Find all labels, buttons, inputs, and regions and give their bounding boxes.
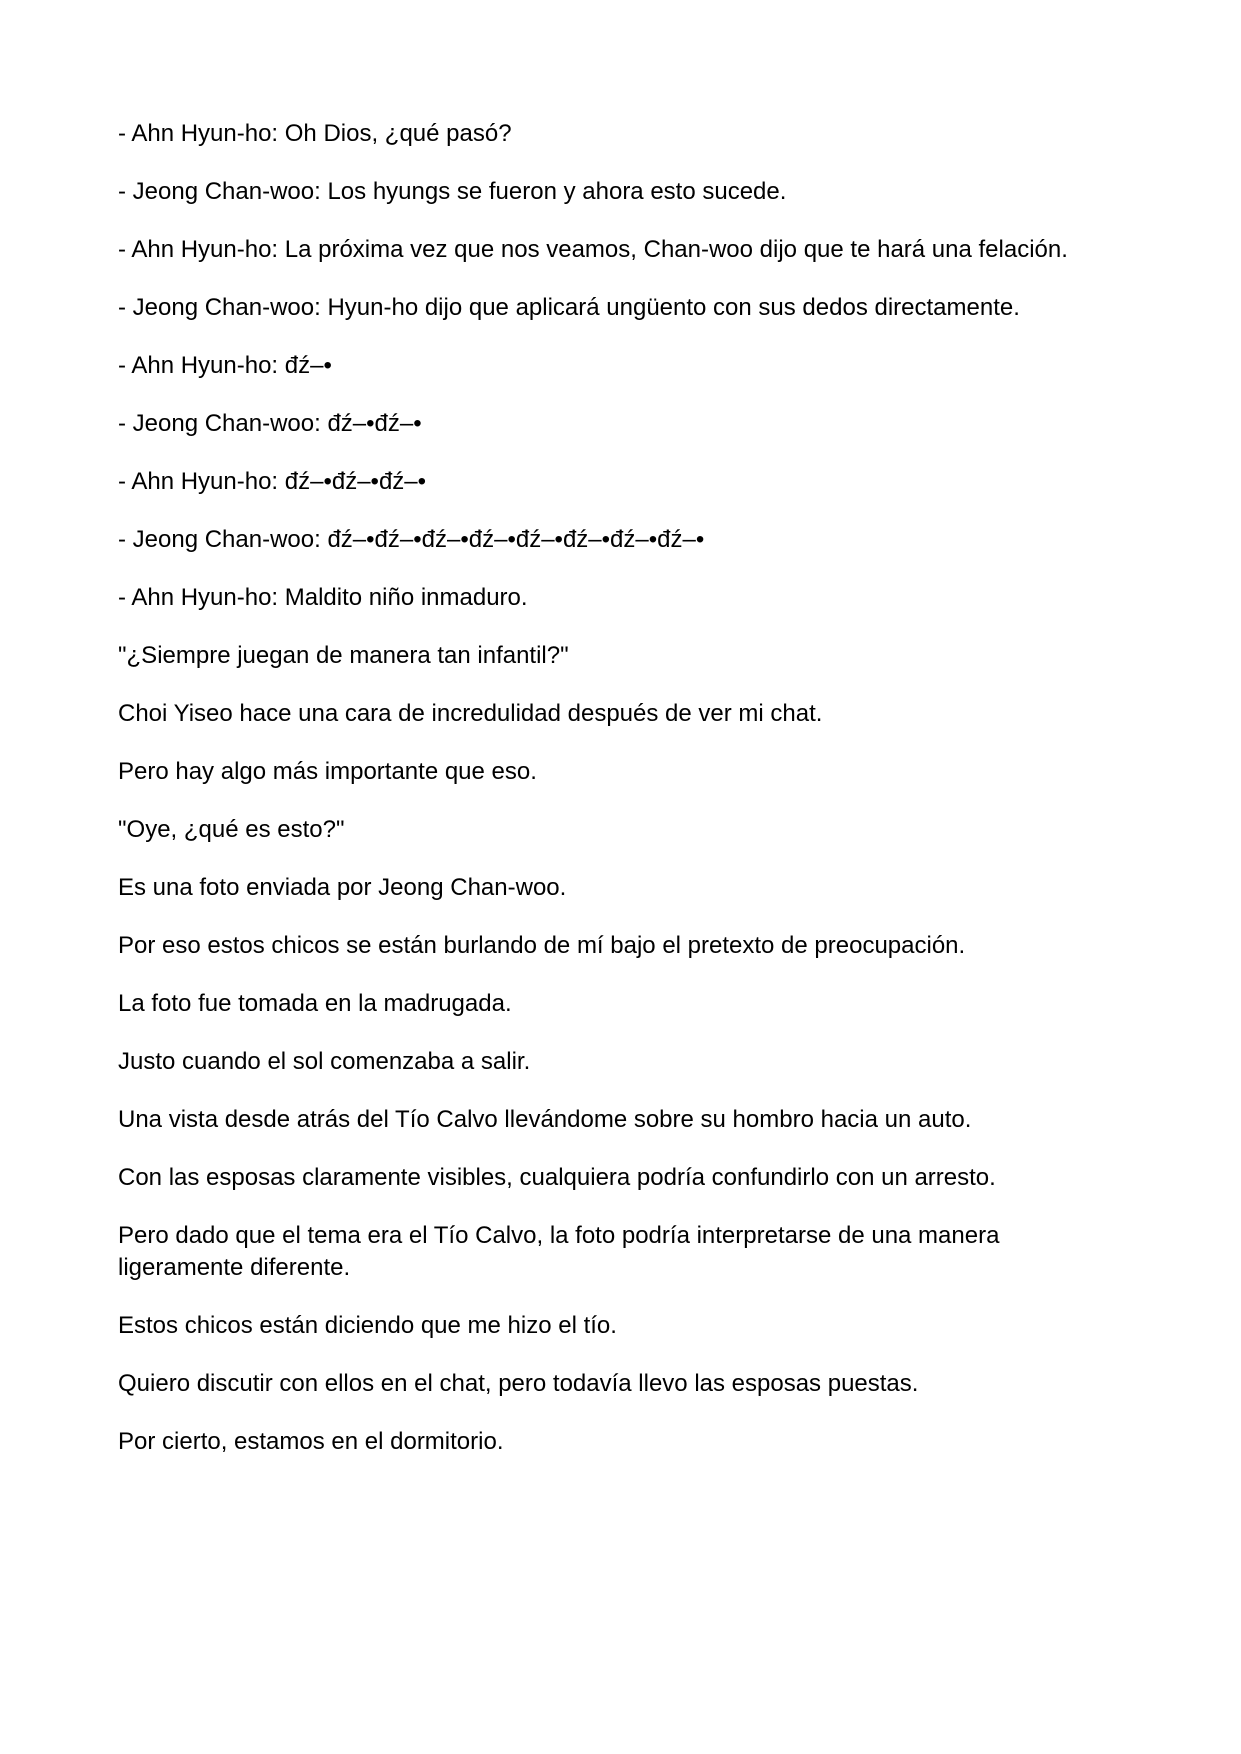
- paragraph: Por cierto, estamos en el dormitorio.: [118, 1428, 504, 1455]
- paragraph: Con las esposas claramente visibles, cualquiera podría confundirlo con un arresto.: [118, 1164, 996, 1191]
- paragraph-chat-line: - Jeong Chan-woo: đź–•đź–•: [118, 410, 422, 437]
- paragraph: La foto fue tomada en la madrugada.: [118, 990, 512, 1017]
- paragraph: Por eso estos chicos se están burlando de mí bajo el pretexto de preocupación.: [118, 932, 966, 959]
- paragraph-chat-line: - Jeong Chan-woo: Los hyungs se fueron y ahora esto sucede.: [118, 178, 787, 205]
- paragraph: "Oye, ¿qué es esto?": [118, 816, 345, 843]
- paragraph: Estos chicos están diciendo que me hizo el tío.: [118, 1312, 617, 1339]
- paragraph: "¿Siempre juegan de manera tan infantil?": [118, 642, 569, 669]
- paragraph: Quiero discutir con ellos en el chat, pero todavía llevo las esposas puestas.: [118, 1370, 919, 1397]
- paragraph-chat-line: - Ahn Hyun-ho: đź–•đź–•đź–•: [118, 468, 427, 495]
- paragraph: Pero dado que el tema era el Tío Calvo, la foto podría interpretarse de una manera ligeramente diferente.: [118, 1222, 1000, 1281]
- paragraph-chat-line: - Ahn Hyun-ho: Oh Dios, ¿qué pasó?: [118, 120, 512, 147]
- paragraph-chat-line: - Ahn Hyun-ho: đź–•: [118, 352, 332, 379]
- paragraph-chat-line: - Ahn Hyun-ho: La próxima vez que nos veamos, Chan-woo dijo que te hará una felación.: [118, 236, 1068, 263]
- paragraph: Pero hay algo más importante que eso.: [118, 758, 537, 785]
- paragraph-chat-line: - Jeong Chan-woo: đź–•đź–•đź–•đź–•đź–•đź–•đź–•đź–•: [118, 526, 705, 553]
- paragraph: Justo cuando el sol comenzaba a salir.: [118, 1048, 531, 1075]
- paragraph-chat-line: - Jeong Chan-woo: Hyun-ho dijo que aplicará ungüento con sus dedos directamente.: [118, 294, 1020, 321]
- paragraph: Una vista desde atrás del Tío Calvo llevándome sobre su hombro hacia un auto.: [118, 1106, 972, 1133]
- paragraph-chat-line: - Ahn Hyun-ho: Maldito niño inmaduro.: [118, 584, 528, 611]
- document-body: [118, 118, 1128, 1484]
- paragraph: Choi Yiseo hace una cara de incredulidad después de ver mi chat.: [118, 700, 823, 727]
- paragraph: Es una foto enviada por Jeong Chan-woo.: [118, 874, 567, 901]
